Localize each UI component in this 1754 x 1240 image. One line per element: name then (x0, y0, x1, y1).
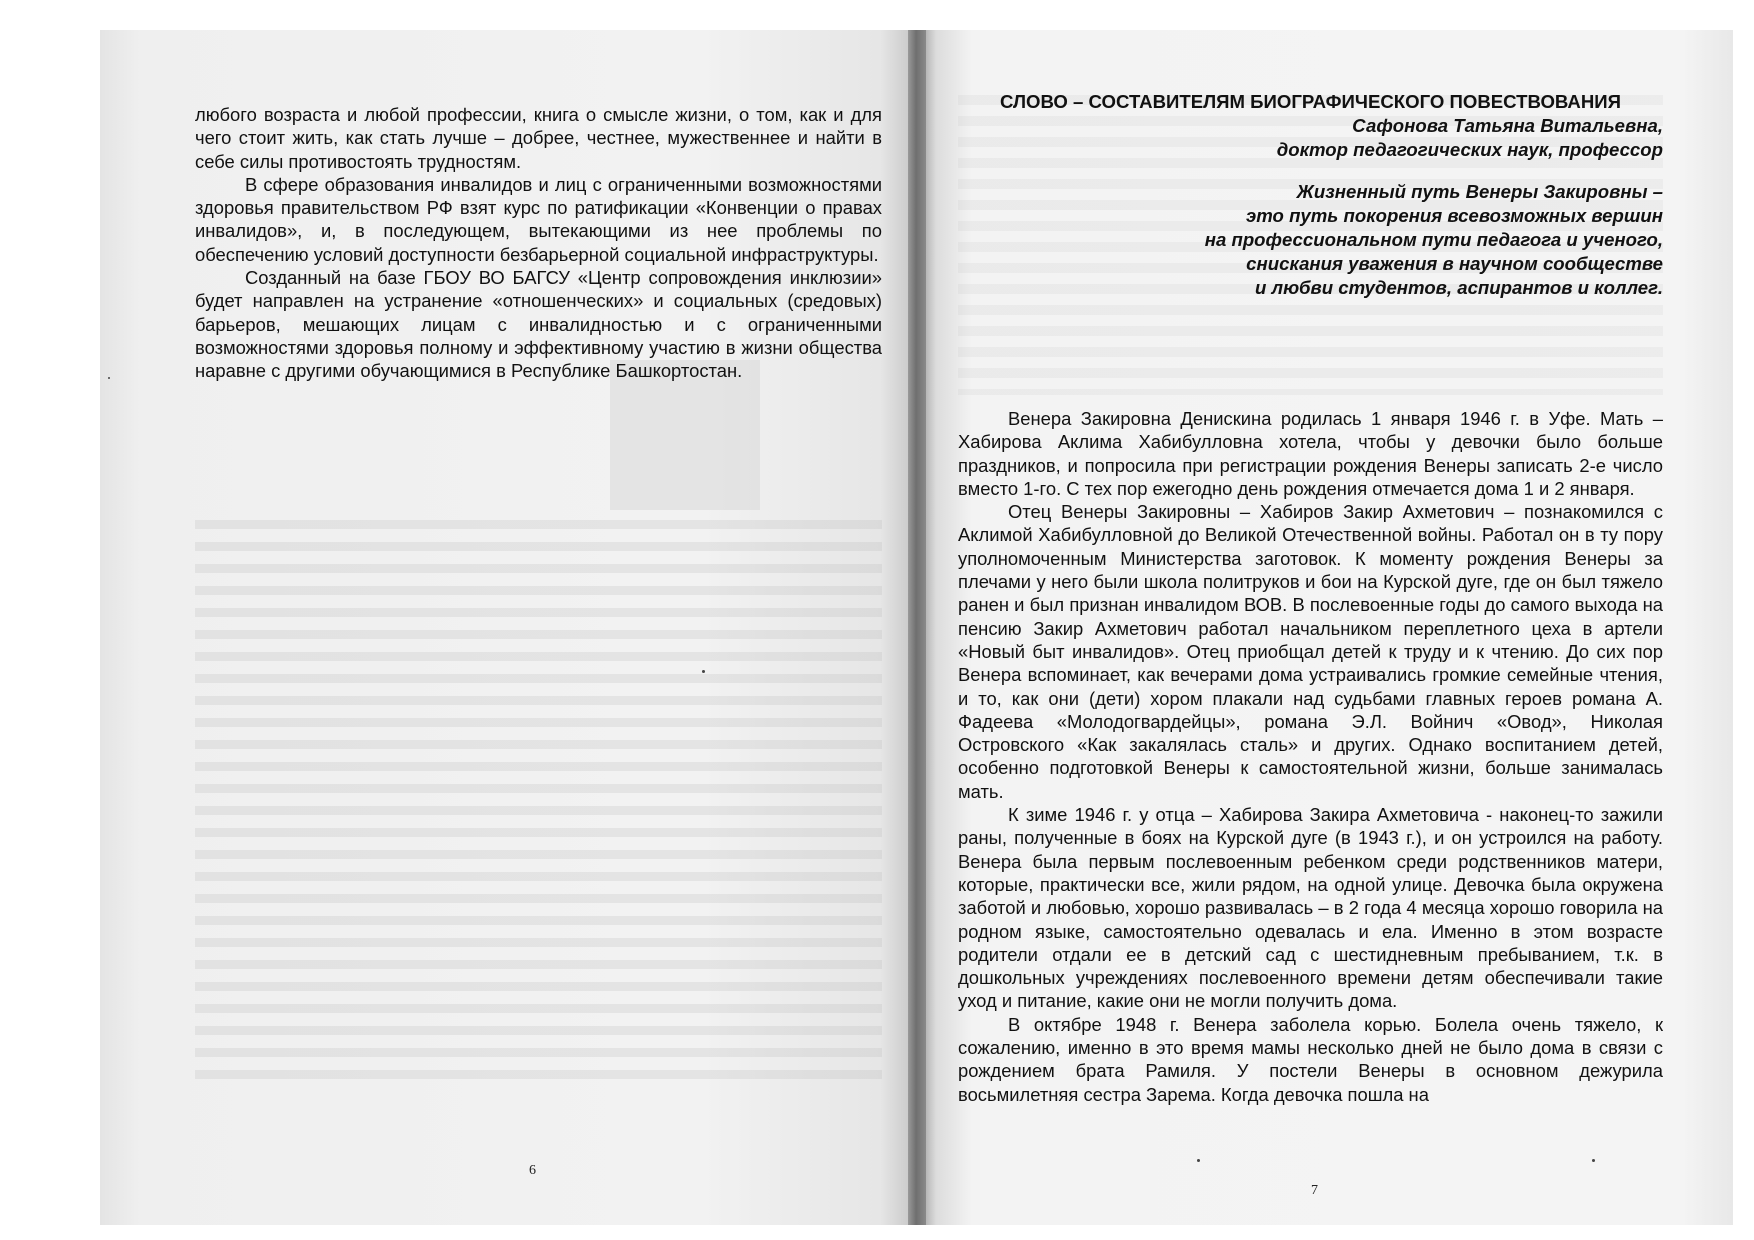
epigraph-line: снискания уважения в научном сообществе (1246, 253, 1663, 274)
scan-speck (702, 670, 705, 673)
scan-speck (1592, 1159, 1595, 1162)
scan-speck (108, 377, 110, 379)
left-paragraph-1: любого возраста и любой профессии, книга о смысле жизни, о том, как и для чего стоит жить, как стать лучше – добрее, честнее, мужественнее и найти в себе силы противостоять трудностям. (195, 104, 882, 172)
left-paragraph-3: Созданный на базе ГБОУ ВО БАГСУ «Центр сопровождения инклюзии» будет направлен на устранение «отношенческих» и социальных (средовых) барьеров, мешающих лицам с инвалидностью и с ограниченными возможностями здоровья полному и эффективному участию в жизни общества наравне с другими обучающимися в Республике Башкортостан. (195, 267, 882, 382)
left-page-text (195, 103, 882, 383)
author-title: доктор педагогических наук, профессор (1276, 139, 1663, 160)
chapter-header (958, 90, 1663, 300)
bleed-through-text-texture (195, 520, 882, 1080)
right-page-text (958, 407, 1663, 1106)
epigraph-line: Жизненный путь Венеры Закировны – (1296, 181, 1663, 202)
right-paragraph-4: В октябре 1948 г. Венера заболела корью. Болела очень тяжело, к сожалению, именно в это время мамы несколько дней не было дома в связи с рождением брата Рамиля. У постели Венеры в основном дежурила восьмилетняя сестра Зарема. Когда девочка пошла на (958, 1013, 1663, 1105)
epigraph-line: и любви студентов, аспирантов и коллег. (1255, 277, 1663, 298)
chapter-heading: СЛОВО – СОСТАВИТЕЛЯМ БИОГРАФИЧЕСКОГО ПОВЕСТВОВАНИЯ (999, 91, 1622, 112)
right-paragraph-3: К зиме 1946 г. у отца – Хабирова Закира Ахметовича - наконец-то зажили раны, полученные в боях на Курской дуге (в 1943 г.), и он устроился на работу. Венера была первым послевоенным ребенком среди родственников матери, которые, практически все, жили рядом, на одной улице. Девочка была окружена заботой и любовью, хорошо развивалась – в 2 года 4 месяца хорошо говорила на родном языке, самостоятельно одевалась и ела. Именно в этом возрасте родители отдали ее в детский сад с шестидневным пребыванием, т.к. в дошкольных учреждениях послевоенного времени детям обеспечивали такие уход и питание, какие они не могли получить дома. (958, 804, 1663, 1012)
scan-speck (1197, 1159, 1200, 1162)
left-page-number: 6 (529, 1163, 536, 1178)
author-name: Сафонова Татьяна Витальевна, (1352, 115, 1663, 136)
book-spine (908, 30, 926, 1225)
right-page-number: 7 (1311, 1183, 1318, 1198)
epigraph (958, 180, 1663, 300)
left-paragraph-2: В сфере образования инвалидов и лиц с ограниченными возможностями здоровья правительством РФ взят курс по ратификации «Конвенции о правах инвалидов», и, в последующем, вытекающими из нее проблемы по обеспечению условий доступности безбарьерной социальной инфраструктуры. (195, 173, 882, 265)
epigraph-line: на профессиональном пути педагога и ученого, (1204, 229, 1663, 250)
right-paragraph-2: Отец Венеры Закировны – Хабиров Закир Ахметович – познакомился с Аклимой Хабибулловной до Великой Отечественной войны. Работал он в ту пору уполномоченным Министерства заготовок. К моменту рождения Венеры за плечами у него были школа политруков и бои на Курской дуге, где он был тяжело ранен и был признан инвалидом ВОВ. В послевоенные годы до самого выхода на пенсию Закир Ахметович работал начальником переплетного цеха в артели «Новый быт инвалидов». Отец приобщал детей к труду и к чтению. До сих пор Венера вспоминает, как вечерами дома устраивались громкие семейные чтения, и то, как они (дети) хором плакали над судьбами главных героев романа А. Фадеева «Молодогвардейцы», романа Э.Л. Войнич «Овод», Николая Островского «Как закалялась сталь» и других. Однако воспитанием детей, особенно подготовкой Венеры к самостоятельной жизни, больше занималась мать. (958, 501, 1663, 802)
right-paragraph-1: Венера Закировна Денискина родилась 1 января 1946 г. в Уфе. Мать – Хабирова Аклима Хабибулловна хотела, чтобы у девочки было больше праздников, и попросила при регистрации рождения Венеры записать 2-е число вместо 1-го. С тех пор ежегодно день рождения отмечается дома 1 и 2 января. (958, 408, 1663, 499)
epigraph-line: это путь покорения всевозможных вершин (1246, 205, 1663, 226)
